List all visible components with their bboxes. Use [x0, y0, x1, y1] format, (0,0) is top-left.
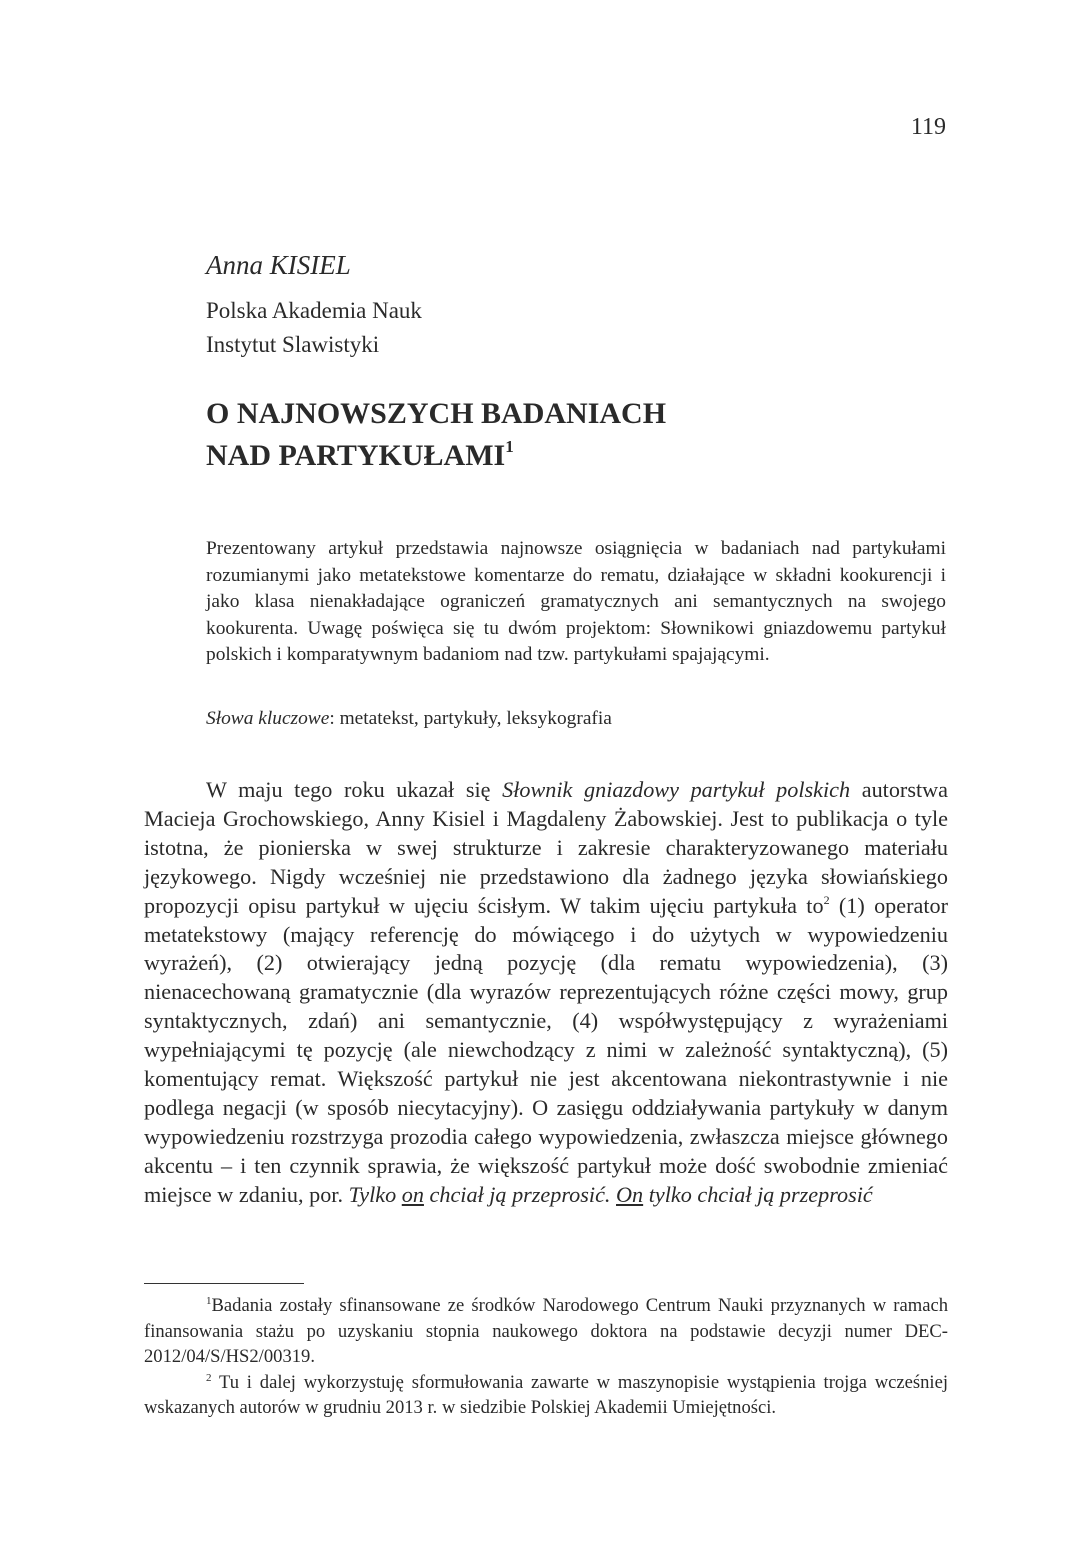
body-paragraph [144, 776, 948, 1210]
example-1-underlined: on [401, 1181, 424, 1207]
body-text-segment: W maju tego roku ukazał się [206, 777, 503, 802]
footnote-2-number: 2 [206, 1371, 212, 1384]
keywords [206, 708, 612, 730]
body-text-segment: (1) operator metatekstowy (mający referencję do mówiącego i do użytych w wypowiedzeniu wyrażeń), (2) otwierający jedną pozycję (dla rematu wypowiedzenia), (3) nienacechowaną gramatycznie (dla wyrazów reprezentujących różne części mowy, grup syntaktycznych, zdań) ani semantycznie, (4) współwystępujący z wyrażeniami wypełniającymi tę pozycję (ale niewchodzący z nimi w zależność syntaktyczną), (5) komentujący remat. Większość partykuł nie jest akcentowana niekontrastywnie i nie podlega negacji (w sposób niecytacyjny). O zasięgu oddziaływania partykuły w danym wypowiedzeniu rozstrzyga prozodia całego wypowiedzenia, zwłaszcza miejsce głównego akcentu – i ten czynnik sprawia, że większość partykuł może dość swobodnie zmieniać miejsce w zdaniu, por. [144, 892, 948, 1207]
article-title [206, 393, 666, 477]
example-1 [349, 1182, 605, 1207]
example-2 [616, 1182, 873, 1207]
footnote-2 [144, 1370, 948, 1421]
example-2-part: tylko chciał ją przeprosić [643, 1181, 873, 1207]
keywords-text: metatekst, partykuły, leksykografia [339, 708, 612, 729]
affiliation-line-2: Instytut Slawistyki [206, 332, 380, 357]
body-text-segment: autorstwa Macieja Grochowskiego, Anny Kisiel i Magdaleny Żabowskiej. Jest to publikacja o tyle istotna, że pionierska w swej strukturze i zakresie charakteryzowanego materiału językowego. Nigdy wcześniej nie przedstawiono dla żadnego języka słowiańskiego propozycji opisu partykuł w ujęciu ścisłym. W takim ujęciu partykuła to [144, 777, 948, 918]
footnote-ref-2[interactable]: 2 [823, 892, 830, 907]
body-text [144, 776, 948, 1210]
title-line-1: O NAJNOWSZYCH BADANIACH [206, 397, 667, 430]
affiliation-line-1: Polska Akademia Nauk [206, 298, 422, 323]
page-number: 119 [910, 114, 946, 140]
footnote-2-text: Tu i dalej wykorzystuję sformułowania zawarte w maszynopisie wystąpienia trojga wcześniej wskazanych autorów w grudniu 2013 r. w siedzibie Polskiej Akademii Umiejętności. [144, 1371, 949, 1418]
example-1-part: Tylko [348, 1181, 402, 1207]
abstract: Prezentowany artykuł przedstawia najnowsze osiągnięcia w badaniach nad partykułami rozumianymi jako metatekstowe komentarze do rematu, działające w składni kookurencji i jako klasa nienakładające ograniczeń gramatycznych ani semantycznych na swojego kookurenta. Uwagę poświęca się tu dwóm projektom: Słownikowi gniazdowemu partykuł polskich i komparatywnym badaniom nad tzw. partykułami spajającymi. [206, 538, 946, 666]
footnotes [144, 1293, 948, 1421]
footnote-1-text: Badania zostały sfinansowane ze środków Narodowego Centrum Nauki przyznanych w ramach finansowania stażu po uzyskaniu stopnia naukowego doktora na podstawie decyzji numer DEC-2012/04/S/HS2/00319. [144, 1295, 948, 1367]
footnote-divider [144, 1283, 304, 1284]
footnote-1 [144, 1293, 948, 1370]
author-name: Anna KISIEL [206, 250, 351, 280]
keywords-separator: : [329, 708, 340, 729]
keywords-label: Słowa kluczowe [206, 708, 330, 729]
example-separator: . [604, 1181, 617, 1207]
example-2-underlined: On [616, 1181, 644, 1207]
footnote-1-number: 1 [206, 1295, 212, 1307]
title-footnote-ref[interactable]: 1 [505, 437, 514, 456]
title-line-2: NAD PARTYKUŁAMI [206, 439, 506, 472]
dictionary-title: Słownik gniazdowy partykuł polskich [502, 777, 851, 802]
example-1-part: chciał ją przeprosić [423, 1181, 605, 1207]
